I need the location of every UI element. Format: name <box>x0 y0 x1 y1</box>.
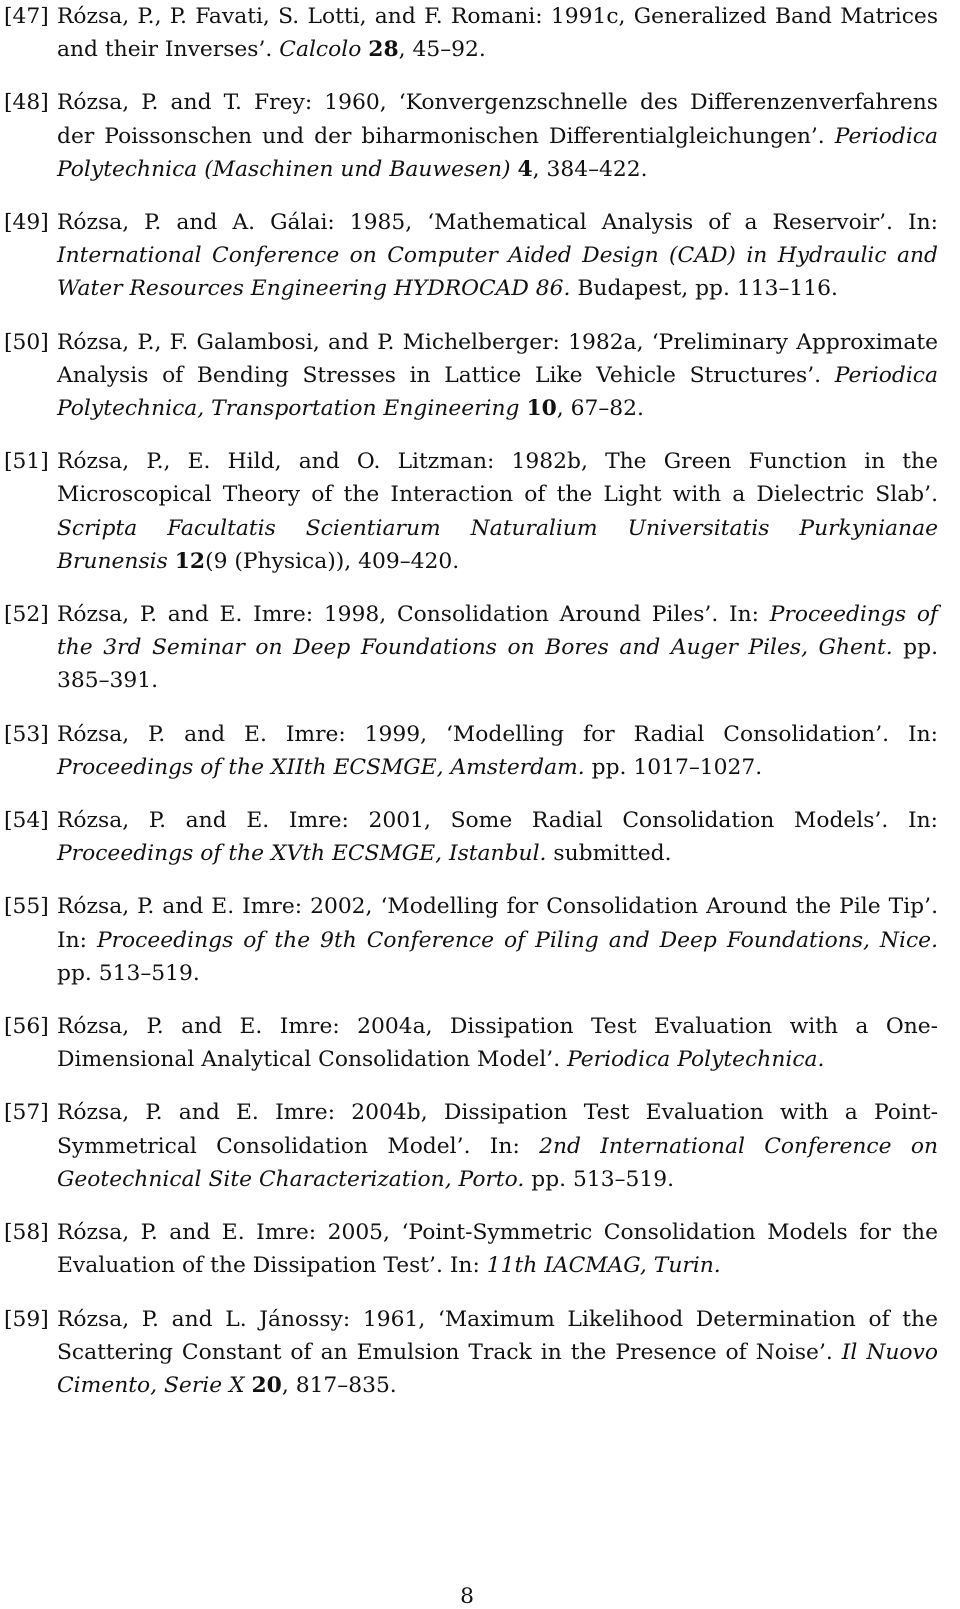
reference-journal-title: Periodica Polytechnica. <box>567 1047 825 1073</box>
reference-proceedings-title: 11th IACMAG, Turin. <box>486 1253 721 1279</box>
reference-text-part: Rózsa, P. and E. Imre: 1999, ‘Modelling for Radial Consolidation’. In: <box>57 721 938 747</box>
reference-item <box>4 445 938 578</box>
reference-number: [56] <box>4 1014 49 1040</box>
reference-item <box>4 804 938 870</box>
reference-item <box>4 206 938 306</box>
reference-pages: , 384–422. <box>532 156 648 182</box>
reference-status: submitted. <box>546 841 672 867</box>
reference-item <box>4 86 938 186</box>
reference-proceedings-title: Proceedings of the 9th Conference of Piling and Deep Foundations, Nice. <box>96 927 938 953</box>
reference-text-part: Rózsa, P. and E. Imre: 2001, Some Radial Consolidation Models’. In: <box>57 808 938 834</box>
reference-text <box>57 445 938 578</box>
reference-text-part: Rózsa, P. and E. Imre: 1998, Consolidation Around Piles’. In: <box>57 602 770 628</box>
reference-journal-title: Il Nuovo Cimento, Serie X <box>57 1339 938 1398</box>
reference-text-part: Rózsa, P. and E. Imre: 2005, ‘Point-Symmetric Consolidation Models for the Evaluation of the Dissipation Test’. In: <box>57 1220 938 1279</box>
reference-proceedings-title: 2nd International Conference on Geotechnical Site Characterization, Porto. <box>57 1133 938 1192</box>
reference-item <box>4 1010 938 1076</box>
reference-item <box>4 326 938 426</box>
reference-text-part <box>511 157 518 182</box>
reference-pages: pp. 1017–1027. <box>584 754 763 780</box>
reference-text-part: Rózsa, P., F. Galambosi, and P. Michelberger: 1982a, ‘Preliminary Approximate Analysis of Bending Stresses in Lattice Like Vehicle Structures’. <box>57 329 938 388</box>
reference-item <box>4 1216 938 1282</box>
reference-text-part: Rózsa, P. and E. Imre: 2002, ‘Modelling for Consolidation Around the Pile Tip’. In: <box>57 894 938 953</box>
reference-list <box>4 0 938 1422</box>
reference-pages: (9 (Physica)), 409–420. <box>205 548 460 574</box>
reference-item <box>4 1096 938 1196</box>
reference-text <box>57 598 938 698</box>
reference-number: [51] <box>4 449 49 475</box>
reference-text-part <box>168 549 175 574</box>
reference-item <box>4 598 938 698</box>
reference-text <box>57 86 938 186</box>
reference-text <box>57 804 938 870</box>
reference-number: [52] <box>4 602 49 628</box>
reference-item <box>4 718 938 784</box>
reference-volume: 28 <box>368 37 399 63</box>
reference-text-part: Rózsa, P., E. Hild, and O. Litzman: 1982b, The Green Function in the Microscopical Theory of the Interaction of the Light with a Dielectric Slab’. <box>57 449 938 508</box>
reference-volume: 20 <box>251 1372 282 1398</box>
reference-item <box>4 0 938 66</box>
reference-text <box>57 206 938 306</box>
reference-number: [58] <box>4 1220 49 1246</box>
reference-pages: pp. 513–519. <box>524 1166 675 1192</box>
reference-proceedings-title: Proceedings of the XVth ECSMGE, Istanbul. <box>57 841 547 867</box>
reference-pages: , 817–835. <box>281 1372 397 1398</box>
reference-text <box>57 0 938 66</box>
reference-text <box>57 1096 938 1196</box>
reference-item <box>4 890 938 990</box>
reference-volume: 12 <box>174 548 206 574</box>
reference-proceedings-title: Proceedings of the 3rd Seminar on Deep Foundations on Bores and Auger Piles, Ghent. <box>57 602 939 661</box>
reference-text <box>57 326 938 426</box>
reference-volume: 10 <box>526 396 557 422</box>
reference-journal-title: Scripta Facultatis Scientiarum Naturalium Universitatis Purkynianae Brunensis <box>57 515 938 574</box>
reference-text <box>57 890 938 990</box>
reference-number: [47] <box>4 4 49 29</box>
reference-text <box>57 1010 938 1076</box>
reference-text-part: Rózsa, P. and E. Imre: 2004a, Dissipation Test Evaluation with a One-Dimensional Analytical Consolidation Model’. <box>57 1014 938 1073</box>
reference-text-part: Rózsa, P. and E. Imre: 2004b, Dissipation Test Evaluation with a Point-Symmetrical Consolidation Model’. In: <box>57 1100 938 1159</box>
reference-text <box>57 718 938 784</box>
reference-proceedings-title: Proceedings of the XIIth ECSMGE, Amsterdam. <box>57 754 585 780</box>
reference-number: [55] <box>4 894 49 920</box>
reference-text-part: Rózsa, P. and L. Jánossy: 1961, ‘Maximum Likelihood Determination of the Scattering Constant of an Emulsion Track in the Presence of Noise’. <box>57 1306 938 1365</box>
reference-pages: pp. 513–519. <box>57 960 200 986</box>
reference-number: [49] <box>4 210 49 236</box>
reference-text-part <box>245 1373 252 1398</box>
reference-number: [50] <box>4 329 49 355</box>
reference-number: [59] <box>4 1306 49 1332</box>
reference-item <box>4 1303 938 1403</box>
reference-journal-title: Periodica Polytechnica, Transportation Engineering <box>57 362 938 422</box>
reference-text <box>57 1303 938 1403</box>
reference-text-part: Rózsa, P., P. Favati, S. Lotti, and F. Romani: 1991c, Generalized Band Matrices and their Inverses’. <box>57 4 938 63</box>
reference-proceedings-title: International Conference on Computer Aided Design (CAD) in Hydraulic and Water Resources Engineering HYDROCAD 86. <box>57 243 938 302</box>
reference-pages: pp. 385–391. <box>57 635 938 694</box>
reference-volume: 4 <box>517 156 533 182</box>
reference-text-part: Rózsa, P. and A. Gálai: 1985, ‘Mathematical Analysis of a Reservoir’. In: <box>57 210 938 236</box>
reference-number: [54] <box>4 808 49 834</box>
reference-text-part: Rózsa, P. and T. Frey: 1960, ‘Konvergenzschnelle des Differenzenverfahrens der Poissonschen und der biharmonischen Differentialgleichungen’. <box>57 90 938 149</box>
reference-journal-title: Periodica Polytechnica (Maschinen und Bauwesen) <box>57 123 938 182</box>
reference-number: [53] <box>4 721 49 747</box>
reference-pages: , 67–82. <box>556 396 644 422</box>
reference-number: [48] <box>4 90 49 116</box>
reference-pages: , 45–92. <box>398 37 486 63</box>
reference-number: [57] <box>4 1100 49 1126</box>
reference-text <box>57 1216 938 1282</box>
reference-journal-title: Calcolo <box>279 37 362 63</box>
page-number: 8 <box>460 1584 474 1609</box>
reference-pages: Budapest, pp. 113–116. <box>570 276 838 302</box>
